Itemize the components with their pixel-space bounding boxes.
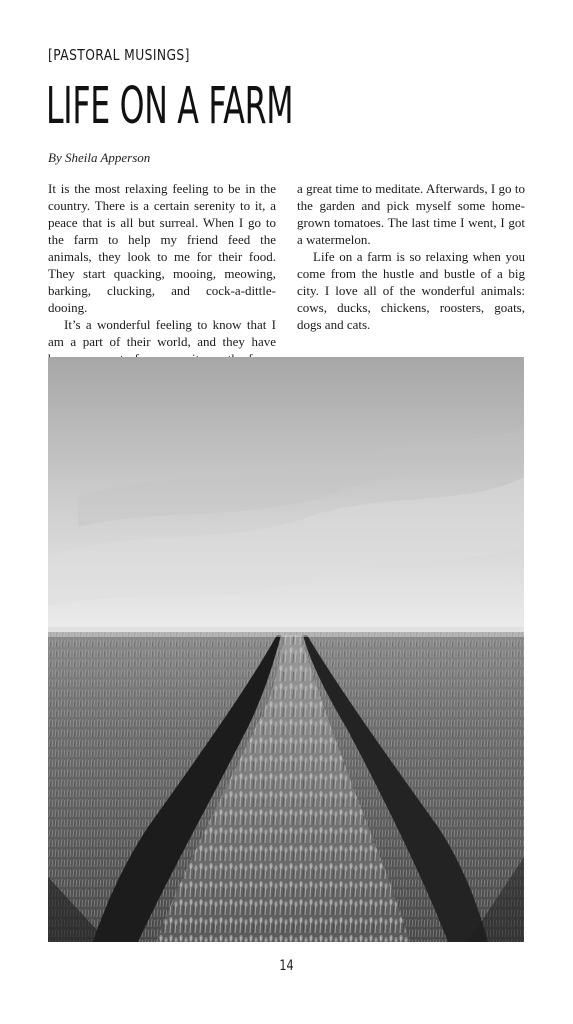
article-body [48,180,525,384]
wheat-field-photo [48,357,524,942]
page-number: 14 [279,958,294,974]
article-title: LIFE ON A FARM [46,77,294,136]
column-right [297,180,525,384]
section-kicker: [PASTORAL MUSINGS] [48,46,190,64]
paragraph: It’s a wonderful feeling to know that I am a part of their world, and they have [48,317,276,349]
paragraph: a great time to meditate. Afterwards, I go to the garden and pick myself some home-grown tomatoes. The last time I went, I got a watermelon. [297,181,525,247]
paragraph: It is the most relaxing feeling to be in the country. There is a certain serenity to it, a peace that is all but surreal. When I go to the farm to help my friend feed the animals, they look to me for their food. They start quacking, mooing, meowing, barking, clucking, and cock-a-dittle-dooing. [48,181,276,315]
paragraph: Life on a farm is so relaxing when you come from the hustle and bustle of a big city. I love all of the wonderful animals: cows, ducks, chickens, roosters, goats, dogs and cats. [297,249,525,332]
byline: By Sheila Apperson [48,150,151,165]
column-left [48,180,276,384]
